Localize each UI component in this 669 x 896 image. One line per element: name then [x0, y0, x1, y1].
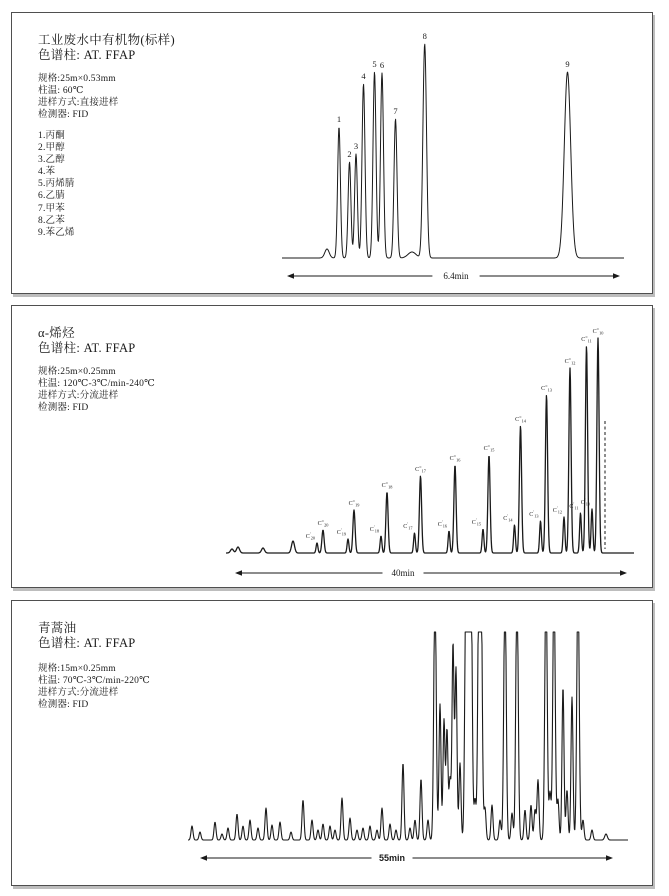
- panel1-column: 色谱柱: AT. FFAP: [38, 48, 136, 62]
- peak-list-item: 4.苯: [38, 167, 56, 178]
- panel2-title: α-烯烃: [38, 326, 75, 340]
- peak-label: $C'_{13}$: [529, 509, 539, 519]
- spec-line: 柱温: 70℃-3℃/min-220℃: [38, 676, 150, 686]
- spec-line: 规格:25m×0.25mm: [38, 367, 116, 377]
- peak-label: $C^=_{16}$: [449, 453, 461, 463]
- panel-alpha-olefins: [11, 305, 653, 588]
- chromatogram-trace: [226, 338, 634, 553]
- arrowhead-right: [606, 855, 613, 861]
- peak-list-item: 8.乙苯: [38, 215, 65, 226]
- peak-list-item: 2.甲醇: [38, 143, 65, 154]
- spec-line: 进样方式:分流进样: [38, 391, 119, 401]
- peak-label: $C^=_{11}$: [581, 334, 592, 344]
- arrowhead-left: [287, 273, 294, 279]
- peak-label: $C^=_{10}$: [592, 326, 604, 336]
- peak-label: 9: [565, 59, 570, 69]
- arrowhead-left: [235, 570, 242, 576]
- spec-line: 柱温: 60℃: [38, 86, 84, 96]
- panel3-column: 色谱柱: AT. FFAP: [38, 636, 136, 650]
- peak-label: $C^=_{15}$: [483, 443, 495, 453]
- chromatogram-trace: [282, 44, 624, 258]
- peak-list-item: 6.乙腈: [38, 191, 65, 202]
- arrowhead-right: [613, 273, 620, 279]
- peak-label: $C^=_{20}$: [317, 518, 329, 528]
- peak-label: $C^=_{18}$: [381, 480, 393, 490]
- peak-label: $C'_{14}$: [503, 513, 513, 523]
- chromatogram-plot-3: [12, 601, 649, 882]
- panel1-title: 工业废水中有机物(标样): [38, 33, 175, 47]
- peak-label: 3: [353, 141, 359, 151]
- peak-label: 2: [347, 149, 352, 159]
- spec-line: 柱温: 120℃-3℃/min-240℃: [38, 379, 155, 389]
- arrowhead-right: [620, 570, 627, 576]
- peak-label: $C'_{20}$: [305, 531, 315, 541]
- time-span-label: 55min: [378, 853, 406, 864]
- peak-label: $C'_{18}$: [369, 524, 379, 534]
- peak-label: $C^=_{19}$: [348, 498, 360, 508]
- peak-list-item: 9.苯乙烯: [38, 227, 75, 238]
- chromatogram-plot-1: [12, 13, 649, 290]
- panel-artemisia-oil: [11, 600, 653, 886]
- peak-list-item: 5.丙烯腈: [38, 179, 75, 190]
- panel3-title: 青蒿油: [38, 621, 77, 635]
- panel2-column: 色谱柱: AT. FFAP: [38, 341, 136, 355]
- peak-label: $C'_{11}$: [569, 501, 579, 511]
- peak-label: 6: [379, 60, 385, 70]
- peak-label: 8: [422, 31, 427, 41]
- peak-label: $C'_{19}$: [336, 527, 346, 537]
- spec-line: 进样方式:分流进样: [38, 688, 119, 698]
- peak-label: $C^=_{12}$: [564, 356, 576, 366]
- peak-label: $C'_{15}$: [471, 517, 481, 527]
- peak-label: 4: [361, 71, 366, 81]
- peak-label: $C'_{10}$: [580, 497, 590, 507]
- time-span-label: 6.4min: [443, 271, 469, 282]
- peak-label: $C'_{16}$: [437, 519, 447, 529]
- peak-label: 7: [393, 106, 398, 116]
- peak-label: 1: [336, 114, 342, 124]
- peak-label: 5: [372, 59, 377, 69]
- chromatogram-trace: [188, 632, 628, 840]
- spec-line: 检测器: FID: [38, 700, 89, 710]
- peak-list-item: 3.乙醇: [38, 155, 65, 166]
- peak-label: $C'_{12}$: [552, 505, 562, 515]
- chromatogram-plot-2: [12, 306, 649, 584]
- peak-label: $C^=_{14}$: [515, 414, 526, 424]
- peak-list-item: 1.丙酮: [38, 131, 65, 141]
- spec-line: 规格:25m×0.53mm: [38, 74, 116, 84]
- time-span-label: 40min: [391, 568, 415, 579]
- peak-label: $C^=_{17}$: [415, 464, 426, 474]
- arrowhead-left: [200, 855, 207, 861]
- peak-list-item: 7.甲苯: [38, 203, 65, 214]
- spec-line: 检测器: FID: [38, 403, 89, 413]
- spec-line: 规格:15m×0.25mm: [38, 664, 116, 674]
- spec-line: 检测器: FID: [38, 110, 89, 120]
- spec-line: 进样方式:直接进样: [38, 98, 119, 108]
- peak-label: $C'_{17}$: [403, 521, 413, 531]
- panel-wastewater-organics: [11, 12, 653, 294]
- peak-label: $C^=_{13}$: [541, 383, 552, 393]
